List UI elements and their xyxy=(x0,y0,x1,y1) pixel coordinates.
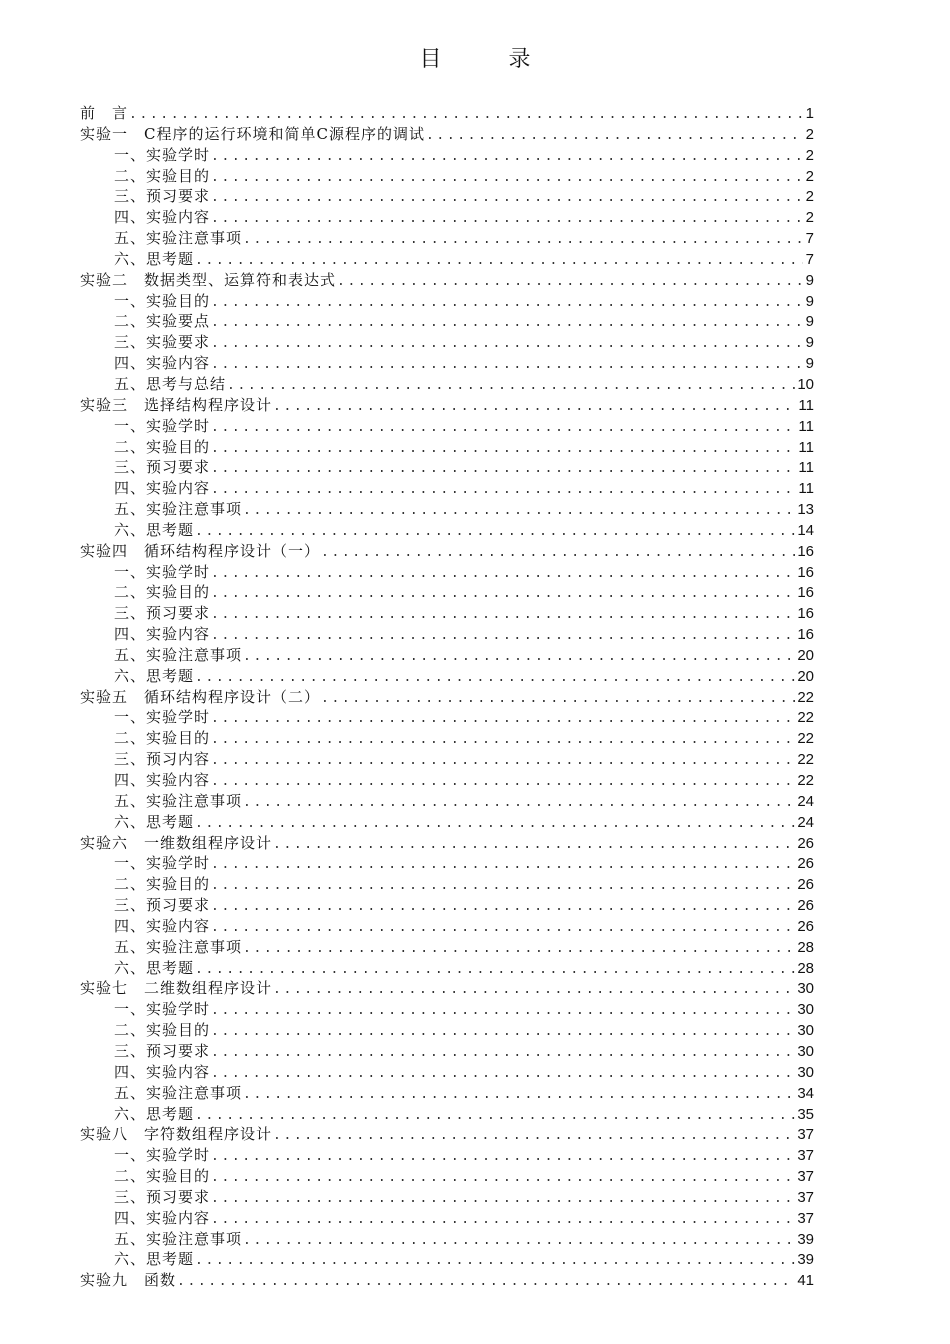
toc-dot-leader xyxy=(211,1022,795,1043)
toc-entry-title: 五、实验注意事项 xyxy=(114,937,243,956)
toc-page-number: 16 xyxy=(797,542,814,560)
toc-dot-leader xyxy=(243,501,795,522)
toc-page-number: 7 xyxy=(805,230,814,248)
toc-page-number: 30 xyxy=(797,1063,814,1081)
toc-page-number: 10 xyxy=(797,375,814,393)
toc-dot-leader xyxy=(195,522,795,543)
toc-page-number: 26 xyxy=(797,917,814,935)
toc-dot-leader xyxy=(211,334,803,355)
toc-dot-leader xyxy=(177,1272,795,1293)
toc-dot-leader xyxy=(211,1064,795,1085)
toc-section-entry[interactable] xyxy=(80,291,814,312)
toc-entry-title: 二、实验目的 xyxy=(114,583,211,602)
toc-chapter-entry[interactable] xyxy=(80,541,814,562)
toc-entry-title: 一、实验学时 xyxy=(114,562,211,581)
toc-entry-title: 实验九 函数 xyxy=(80,1271,177,1290)
toc-entry-title: 四、实验内容 xyxy=(114,208,211,227)
toc-section-entry[interactable] xyxy=(80,520,814,541)
toc-entry-title: 四、实验内容 xyxy=(114,1208,211,1227)
toc-dot-leader xyxy=(211,1147,795,1168)
toc-page-number: 2 xyxy=(805,188,814,206)
toc-dot-leader xyxy=(211,355,803,376)
toc-entry-title: 五、实验注意事项 xyxy=(114,1083,243,1102)
toc-chapter-entry[interactable] xyxy=(80,833,814,854)
toc-dot-leader xyxy=(243,647,795,668)
toc-entry-title: 前 言 xyxy=(80,104,129,122)
toc-dot-leader xyxy=(211,772,795,793)
toc-dot-leader xyxy=(211,876,795,897)
toc-dot-leader xyxy=(195,1106,795,1127)
toc-entry-title: 一、实验目的 xyxy=(114,291,211,310)
toc-section-entry[interactable] xyxy=(80,228,814,249)
toc-entry-title: 三、预习要求 xyxy=(114,1187,211,1206)
toc-section-entry[interactable] xyxy=(80,895,814,916)
toc-entry-title: 六、思考题 xyxy=(114,1250,195,1269)
toc-page-number: 30 xyxy=(797,1022,814,1040)
toc-entry-title: 三、预习要求 xyxy=(114,1041,211,1060)
toc-dot-leader xyxy=(321,689,795,710)
toc-entry-title: 六、思考题 xyxy=(114,812,195,831)
toc-dot-leader xyxy=(195,960,795,981)
toc-entry-title: 实验八 字符数组程序设计 xyxy=(80,1125,273,1144)
toc-chapter-entry[interactable] xyxy=(80,1124,814,1145)
toc-dot-leader xyxy=(243,793,795,814)
toc-dot-leader xyxy=(211,1168,795,1189)
toc-section-entry[interactable] xyxy=(80,770,814,791)
toc-page-number: 34 xyxy=(797,1084,814,1102)
toc-page-number: 20 xyxy=(797,646,814,664)
toc-page-number: 39 xyxy=(797,1251,814,1269)
toc-dot-leader xyxy=(211,751,795,772)
toc-entry-title: 四、实验内容 xyxy=(114,625,211,644)
toc-entry-title: 实验五 循环结构程序设计（二） xyxy=(80,687,321,706)
toc-section-entry[interactable] xyxy=(80,916,814,937)
toc-entry-title: 四、实验内容 xyxy=(114,354,211,373)
toc-dot-leader xyxy=(211,626,795,647)
toc-page-number: 14 xyxy=(797,521,814,539)
toc-dot-leader xyxy=(211,709,795,730)
toc-page-number: 11 xyxy=(798,480,814,498)
toc-section-entry[interactable] xyxy=(80,1020,814,1041)
toc-page-number: 20 xyxy=(797,667,814,685)
toc-section-entry[interactable] xyxy=(80,1166,814,1187)
toc-chapter-entry[interactable] xyxy=(80,395,814,416)
toc-entry-title: 五、实验注意事项 xyxy=(114,645,243,664)
toc-page-number: 9 xyxy=(805,355,814,373)
toc-entry-title: 实验四 循环结构程序设计（一） xyxy=(80,541,321,560)
toc-section-entry[interactable] xyxy=(80,186,814,207)
toc-dot-leader xyxy=(211,209,803,230)
toc-page-number: 28 xyxy=(797,959,814,977)
toc-dot-leader xyxy=(273,980,795,1001)
toc-section-entry[interactable] xyxy=(80,603,814,624)
toc-section-entry[interactable] xyxy=(80,499,814,520)
toc-page-number: 11 xyxy=(798,396,814,414)
toc-entry-title: 二、实验目的 xyxy=(114,1021,211,1040)
toc-page-number: 22 xyxy=(797,751,814,769)
toc-chapter-entry[interactable] xyxy=(80,124,814,145)
toc-page-number: 11 xyxy=(798,438,814,456)
toc-section-entry[interactable] xyxy=(80,166,814,187)
toc-section-entry[interactable] xyxy=(80,207,814,228)
toc-page-number: 16 xyxy=(797,626,814,644)
toc-page-number: 2 xyxy=(805,146,814,164)
toc-title: 目 录 xyxy=(419,47,561,72)
toc-dot-leader xyxy=(243,1231,795,1252)
toc-entry-title: 六、思考题 xyxy=(114,958,195,977)
toc-entry-title: 实验三 选择结构程序设计 xyxy=(80,395,273,414)
toc-section-entry[interactable] xyxy=(80,1187,814,1208)
toc-dot-leader xyxy=(227,376,795,397)
toc-entry-title: 四、实验内容 xyxy=(114,916,211,935)
toc-page-number: 41 xyxy=(797,1272,814,1290)
toc-dot-leader xyxy=(211,564,795,585)
toc-page-number: 24 xyxy=(797,813,814,831)
toc-entry-title: 一、实验学时 xyxy=(114,854,211,873)
toc-dot-leader xyxy=(129,105,803,126)
toc-page-number: 16 xyxy=(797,605,814,623)
toc-dot-leader xyxy=(195,251,803,272)
toc-entry-title: 六、思考题 xyxy=(114,666,195,685)
toc-section-entry[interactable] xyxy=(80,457,814,478)
toc-page-number: 30 xyxy=(797,1001,814,1019)
toc-entry-title: 二、实验目的 xyxy=(114,729,211,748)
toc-chapter-entry[interactable] xyxy=(80,687,814,708)
toc-section-entry[interactable] xyxy=(80,645,814,666)
toc-dot-leader xyxy=(211,897,795,918)
toc-page-number: 30 xyxy=(797,1042,814,1060)
toc-chapter-entry[interactable] xyxy=(80,103,814,124)
toc-entry-title: 三、预习要求 xyxy=(114,187,211,206)
toc-list xyxy=(80,103,814,1291)
toc-entry-title: 一、实验学时 xyxy=(114,416,211,435)
toc-page-number: 26 xyxy=(797,897,814,915)
toc-entry-title: 五、实验注意事项 xyxy=(114,500,243,519)
toc-dot-leader xyxy=(211,730,795,751)
toc-chapter-entry[interactable] xyxy=(80,978,814,999)
toc-section-entry[interactable] xyxy=(80,791,814,812)
toc-entry-title: 五、思考与总结 xyxy=(114,374,227,393)
toc-section-entry[interactable] xyxy=(80,478,814,499)
toc-page-number: 9 xyxy=(805,271,814,289)
toc-dot-leader xyxy=(211,855,795,876)
toc-dot-leader xyxy=(211,293,803,314)
toc-section-entry[interactable] xyxy=(80,1229,814,1250)
toc-page-number: 7 xyxy=(805,250,814,268)
toc-entry-title: 一、实验学时 xyxy=(114,1146,211,1165)
toc-entry-title: 三、实验要求 xyxy=(114,333,211,352)
toc-entry-title: 一、实验学时 xyxy=(114,145,211,164)
toc-section-entry[interactable] xyxy=(80,707,814,728)
toc-page-number: 26 xyxy=(797,876,814,894)
toc-entry-title: 一、实验学时 xyxy=(114,708,211,727)
toc-page-number: 16 xyxy=(797,563,814,581)
toc-page-number: 37 xyxy=(797,1168,814,1186)
toc-dot-leader xyxy=(211,1189,795,1210)
toc-page-number: 30 xyxy=(797,980,814,998)
toc-entry-title: 五、实验注意事项 xyxy=(114,229,243,248)
toc-section-entry[interactable] xyxy=(80,666,814,687)
toc-dot-leader xyxy=(273,835,795,856)
toc-page-number: 28 xyxy=(797,938,814,956)
toc-section-entry[interactable] xyxy=(80,728,814,749)
toc-dot-leader xyxy=(211,918,795,939)
toc-dot-leader xyxy=(243,939,795,960)
toc-page-number: 2 xyxy=(805,209,814,227)
toc-section-entry[interactable] xyxy=(80,874,814,895)
toc-section-entry[interactable] xyxy=(80,249,814,270)
toc-section-entry[interactable] xyxy=(80,1208,814,1229)
toc-section-entry[interactable] xyxy=(80,1145,814,1166)
toc-entry-title: 二、实验目的 xyxy=(114,437,211,456)
toc-page-number: 35 xyxy=(797,1105,814,1123)
toc-page-number: 22 xyxy=(797,688,814,706)
toc-entry-title: 实验一 C程序的运行环境和简单C源程序的调试 xyxy=(80,124,425,143)
toc-section-entry[interactable] xyxy=(80,958,814,979)
toc-page-number: 1 xyxy=(805,105,814,122)
toc-chapter-entry[interactable] xyxy=(80,1270,814,1291)
toc-dot-leader xyxy=(211,1210,795,1231)
toc-page-number: 37 xyxy=(797,1188,814,1206)
toc-section-entry[interactable] xyxy=(80,1083,814,1104)
toc-dot-leader xyxy=(211,313,803,334)
toc-page-number: 9 xyxy=(805,292,814,310)
toc-section-entry[interactable] xyxy=(80,812,814,833)
toc-dot-leader xyxy=(195,814,795,835)
toc-page-number: 11 xyxy=(798,459,814,477)
toc-page-number: 26 xyxy=(797,834,814,852)
toc-section-entry[interactable] xyxy=(80,416,814,437)
toc-dot-leader xyxy=(211,1043,795,1064)
toc-page-number: 22 xyxy=(797,772,814,789)
toc-section-entry[interactable] xyxy=(80,332,814,353)
toc-entry-title: 三、预习要求 xyxy=(114,896,211,915)
toc-entry-title: 六、思考题 xyxy=(114,249,195,268)
toc-dot-leader xyxy=(211,459,796,480)
toc-entry-title: 二、实验目的 xyxy=(114,1167,211,1186)
toc-dot-leader xyxy=(211,480,796,501)
toc-page-number: 22 xyxy=(797,709,814,727)
toc-section-entry[interactable] xyxy=(80,1249,814,1270)
toc-dot-leader xyxy=(211,418,796,439)
toc-page-number: 9 xyxy=(805,334,814,352)
toc-entry-title: 三、预习要求 xyxy=(114,604,211,623)
toc-entry-title: 实验七 二维数组程序设计 xyxy=(80,979,273,998)
toc-dot-leader xyxy=(243,1085,795,1106)
toc-section-entry[interactable] xyxy=(80,145,814,166)
toc-section-entry[interactable] xyxy=(80,311,814,332)
toc-section-entry[interactable] xyxy=(80,749,814,770)
toc-page-number: 37 xyxy=(797,1147,814,1165)
toc-dot-leader xyxy=(211,188,803,209)
toc-entry-title: 四、实验内容 xyxy=(114,479,211,498)
toc-dot-leader xyxy=(426,126,803,147)
toc-section-entry[interactable] xyxy=(80,937,814,958)
toc-dot-leader xyxy=(321,543,795,564)
toc-entry-title: 二、实验要点 xyxy=(114,312,211,331)
toc-section-entry[interactable] xyxy=(80,999,814,1020)
toc-entry-title: 五、实验注意事项 xyxy=(114,791,243,810)
toc-dot-leader xyxy=(211,168,803,189)
toc-page-number: 37 xyxy=(797,1126,814,1144)
toc-page-number: 11 xyxy=(798,417,814,435)
toc-page-number: 13 xyxy=(797,501,814,519)
toc-dot-leader xyxy=(337,272,803,293)
toc-section-entry[interactable] xyxy=(80,1104,814,1125)
toc-section-entry[interactable] xyxy=(80,562,814,583)
toc-dot-leader xyxy=(211,147,803,168)
toc-entry-title: 六、思考题 xyxy=(114,520,195,539)
toc-page-number: 9 xyxy=(805,313,814,331)
toc-entry-title: 实验二 数据类型、运算符和表达式 xyxy=(80,270,337,289)
toc-page-number: 16 xyxy=(797,584,814,602)
toc-entry-title: 二、实验目的 xyxy=(114,875,211,894)
toc-section-entry[interactable] xyxy=(80,353,814,374)
toc-dot-leader xyxy=(211,584,795,605)
toc-dot-leader xyxy=(243,230,803,251)
toc-page-number: 37 xyxy=(797,1209,814,1227)
toc-page-number: 2 xyxy=(805,167,814,185)
toc-section-entry[interactable] xyxy=(80,374,814,395)
toc-entry-title: 三、预习内容 xyxy=(114,750,211,769)
toc-entry-title: 二、实验目的 xyxy=(114,166,211,185)
toc-entry-title: 三、预习要求 xyxy=(114,458,211,477)
toc-dot-leader xyxy=(273,397,796,418)
toc-entry-title: 四、实验内容 xyxy=(114,771,211,789)
toc-page-number: 39 xyxy=(797,1230,814,1248)
toc-page-number: 26 xyxy=(797,855,814,873)
toc-entry-title: 实验六 一维数组程序设计 xyxy=(80,833,273,852)
toc-page-number: 22 xyxy=(797,730,814,748)
toc-entry-title: 四、实验内容 xyxy=(114,1062,211,1081)
toc-section-entry[interactable] xyxy=(80,624,814,645)
toc-page-number: 2 xyxy=(805,125,814,143)
toc-dot-leader xyxy=(211,605,795,626)
toc-dot-leader xyxy=(211,1001,795,1022)
toc-section-entry[interactable] xyxy=(80,1041,814,1062)
toc-dot-leader xyxy=(211,439,796,460)
toc-page-number: 24 xyxy=(797,792,814,810)
toc-dot-leader xyxy=(273,1126,795,1147)
toc-section-entry[interactable] xyxy=(80,1062,814,1083)
toc-entry-title: 五、实验注意事项 xyxy=(114,1229,243,1248)
toc-chapter-entry[interactable] xyxy=(80,270,814,291)
toc-entry-title: 六、思考题 xyxy=(114,1104,195,1123)
toc-section-entry[interactable] xyxy=(80,437,814,458)
toc-section-entry[interactable] xyxy=(80,582,814,603)
toc-section-entry[interactable] xyxy=(80,853,814,874)
toc-dot-leader xyxy=(195,1251,795,1272)
toc-entry-title: 一、实验学时 xyxy=(114,1000,211,1019)
toc-dot-leader xyxy=(195,668,795,689)
